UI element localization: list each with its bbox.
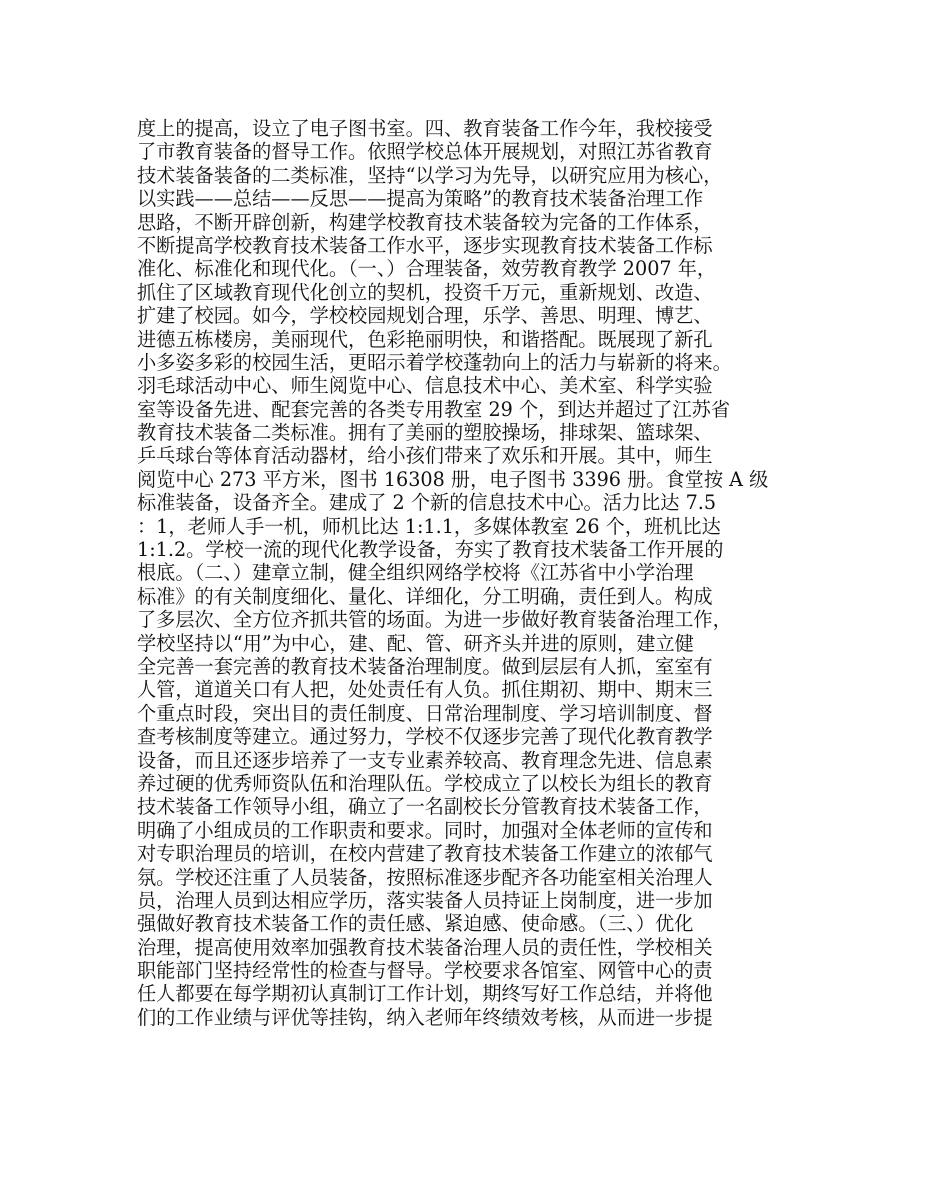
text-line: 治理，提高使用效率加强教育技术装备治理人员的责任性，学校相关 (137, 935, 713, 959)
text-line: 小多姿多彩的校园生活，更昭示着学校蓬勃向上的活力与崭新的将来。 (137, 350, 732, 374)
text-line: 度上的提高，设立了电子图书室。四、教育装备工作今年，我校接受 (137, 117, 713, 140)
text-line: 明确了小组成员的工作职责和要求。同时，加强对全体老师的宣传和 (137, 818, 713, 842)
text-line: 设备，而且还逐步培养了一支专业素养较高、教育理念先进、信息素 (137, 748, 713, 772)
text-line: 了市教育装备的督导工作。依照学校总体开展规划，对照江苏省教育 (137, 140, 713, 164)
text-line: 标准》的有关制度细化、量化、详细化，分工明确，责任到人。构成 (137, 584, 713, 608)
text-line: 准化、标准化和现代化。（一、）合理装备，效劳教育教学 2007 年， (137, 257, 717, 281)
text-line: 职能部门坚持经常性的检查与督导。学校要求各馆室、网管中心的责 (137, 959, 713, 983)
text-line: 阅览中心 273 平方米，图书 16308 册，电子图书 3396 册。食堂按 A 级 (137, 467, 769, 491)
text-line: 扩建了校园。如今，学校校园规划合理，乐学、善思、明理、博艺、 (137, 304, 713, 328)
body-text (137, 117, 827, 1029)
text-line: 技术装备工作领导小组，确立了一名副校长分管教育技术装备工作， (137, 795, 713, 819)
text-line: 根底。（二、）建章立制，健全组织网络学校将《江苏省中小学治理 (137, 561, 694, 585)
text-line: 氛。学校还注重了人员装备，按照标准逐步配齐各功能室相关治理人 (137, 865, 713, 889)
text-line: 任人都要在每学期初认真制订工作计划，期终写好工作总结，并将他 (137, 982, 713, 1006)
text-line: 学校坚持以“用”为中心，建、配、管、研齐头并进的原则，建立健 (137, 631, 694, 655)
text-line: 标准装备，设备齐全。建成了 2 个新的信息技术中心。活力比达 7.5 (137, 491, 717, 515)
text-line: 了多层次、全方位齐抓共管的场面。为进一步做好教育装备治理工作， (137, 608, 732, 632)
text-line: 们的工作业绩与评优等挂钩，纳入老师年终绩效考核，从而进一步提 (137, 1005, 713, 1029)
text-line: 教育技术装备二类标准。拥有了美丽的塑胶操场，排球架、篮球架、 (137, 421, 713, 445)
text-line: 人管，道道关口有人把，处处责任有人负。抓住期初、期中、期末三 (137, 678, 713, 702)
text-line: 乒乓球台等体育活动器材，给小孩们带来了欢乐和开展。其中，师生 (137, 444, 713, 468)
text-line: ：1，老师人手一机，师机比达 1:1.1，多媒体教室 26 个，班机比达 (137, 514, 721, 538)
text-line: 以实践——总结——反思——提高为策略”的教育技术装备治理工作 (137, 187, 704, 211)
text-line: 强做好教育技术装备工作的责任感、紧迫感、使命感。（三、）优化 (137, 912, 694, 936)
text-line: 室等设备先进、配套完善的各类专用教室 29 个，到达并超过了江苏省 (137, 397, 731, 421)
text-line: 全完善一套完善的教育技术装备治理制度。做到层层有人抓，室室有 (137, 654, 713, 678)
text-line: 不断提高学校教育技术装备工作水平，逐步实现教育技术装备工作标 (137, 233, 713, 257)
text-line: 羽毛球活动中心、师生阅览中心、信息技术中心、美术室、科学实验 (137, 374, 713, 398)
text-line: 个重点时段，突出目的责任制度、日常治理制度、学习培训制度、督 (137, 701, 713, 725)
text-line: 1:1.2。学校一流的现代化教学设备，夯实了教育技术装备工作开展的 (137, 538, 724, 562)
text-line: 查考核制度等建立。通过努力，学校不仅逐步完善了现代化教育教学 (137, 725, 713, 749)
text-line: 进德五栋楼房，美丽现代，色彩艳丽明快，和谐搭配。既展现了新孔 (137, 327, 713, 351)
text-line: 对专职治理员的培训，在校内营建了教育技术装备工作建立的浓郁气 (137, 842, 713, 866)
text-line: 员，治理人员到达相应学历，落实装备人员持证上岗制度，进一步加 (137, 888, 713, 912)
text-line: 养过硬的优秀师资队伍和治理队伍。学校成立了以校长为组长的教育 (137, 771, 713, 795)
text-line: 思路，不断开辟创新，构建学校教育技术装备较为完备的工作体系， (137, 210, 713, 234)
text-line: 技术装备装备的二类标准，坚持“以学习为先导，以研究应用为核心， (137, 163, 723, 187)
text-line: 抓住了区域教育现代化创立的契机，投资千万元，重新规划、改造、 (137, 280, 713, 304)
